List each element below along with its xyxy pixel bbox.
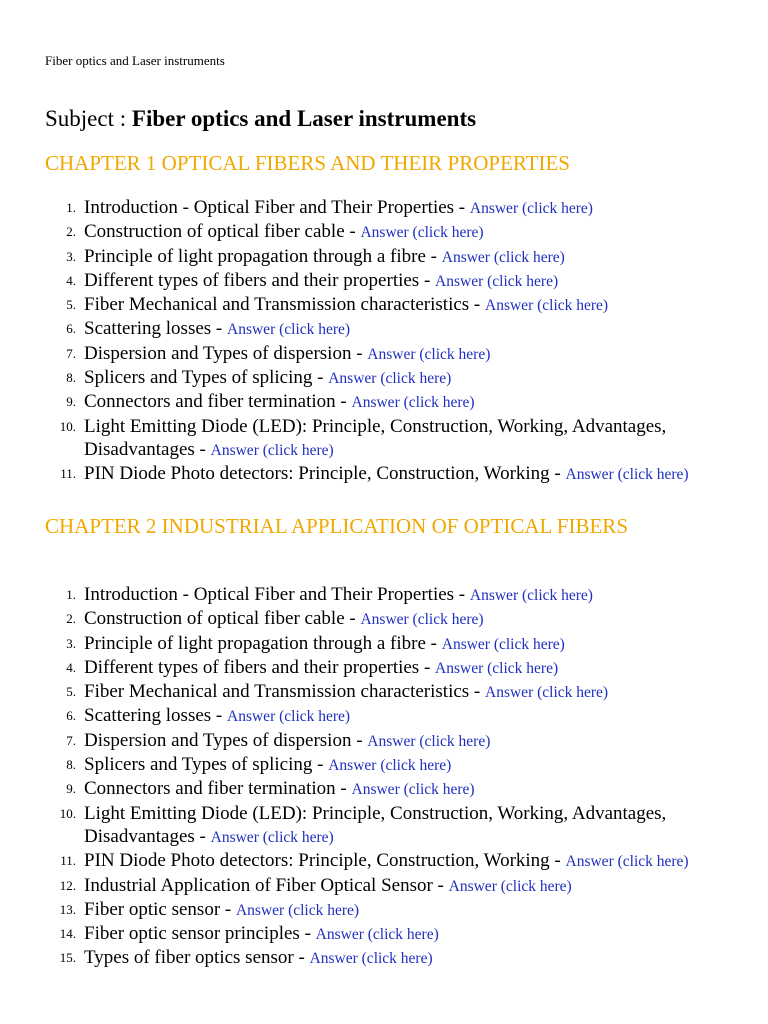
item-text: Different types of fibers and their properties - bbox=[84, 269, 436, 291]
item-number: 6. bbox=[66, 321, 76, 337]
item-text: PIN Diode Photo detectors: Principle, Construction, Working - bbox=[84, 463, 566, 485]
answer-link[interactable]: Answer (click here) bbox=[367, 345, 491, 363]
running-header: Fiber optics and Laser instruments bbox=[45, 53, 225, 68]
list-item bbox=[45, 415, 705, 463]
item-text: Connectors and fiber termination - bbox=[84, 778, 352, 800]
answer-link[interactable]: Answer (click here) bbox=[227, 708, 351, 726]
item-text: Dispersion and Types of dispersion - bbox=[84, 342, 368, 364]
item-number: 7. bbox=[66, 345, 76, 361]
item-number: 15. bbox=[59, 950, 76, 966]
item-text: Introduction - Optical Fiber and Their Properties - bbox=[84, 197, 470, 218]
answer-link[interactable]: Answer (click here) bbox=[351, 394, 475, 412]
answer-link[interactable]: Answer (click here) bbox=[360, 611, 484, 629]
list-item bbox=[45, 874, 705, 898]
answer-link[interactable]: Answer (click here) bbox=[485, 684, 609, 702]
item-number: 8. bbox=[66, 370, 76, 386]
answer-link[interactable]: Answer (click here) bbox=[235, 901, 360, 919]
item-number: 10. bbox=[59, 418, 76, 434]
answer-link[interactable]: Answer (click here) bbox=[435, 659, 559, 677]
list-item bbox=[45, 946, 705, 970]
item-number: 7. bbox=[66, 732, 76, 748]
list-item bbox=[45, 607, 705, 631]
item-number: 10. bbox=[59, 805, 76, 821]
list-item bbox=[45, 656, 705, 680]
item-number: 12. bbox=[59, 877, 76, 893]
item-text: Principle of light propagation through a fibre - bbox=[84, 245, 442, 267]
chapter-2-list bbox=[45, 583, 705, 971]
item-number: 5. bbox=[66, 297, 76, 313]
list-item bbox=[45, 802, 705, 850]
item-number: 14. bbox=[59, 926, 76, 942]
answer-link[interactable]: Answer (click here) bbox=[435, 272, 559, 290]
item-number: 4. bbox=[66, 272, 76, 288]
answer-link[interactable]: Answer (click here) bbox=[485, 297, 609, 315]
answer-link[interactable]: Answer (click here) bbox=[367, 732, 491, 750]
item-text: Fiber Mechanical and Transmission characteristics - bbox=[84, 294, 486, 316]
item-text: Light Emitting Diode (LED): Principle, Construction, Working, Advantages, Disadvantages - bbox=[84, 415, 667, 460]
list-item bbox=[45, 462, 705, 486]
list-item bbox=[45, 729, 705, 753]
item-text: Fiber Mechanical and Transmission characteristics - bbox=[84, 681, 486, 703]
item-number: 11. bbox=[60, 853, 76, 869]
list-item bbox=[45, 680, 705, 704]
item-text: Splicers and Types of splicing - bbox=[84, 367, 329, 389]
item-text: Connectors and fiber termination - bbox=[84, 391, 352, 413]
item-text: Industrial Application of Fiber Optical Sensor - bbox=[84, 874, 449, 896]
list-item bbox=[45, 245, 705, 269]
chapter-1-heading: CHAPTER 1 OPTICAL FIBERS AND THEIR PROPERTIES bbox=[45, 151, 570, 175]
item-text: PIN Diode Photo detectors: Principle, Construction, Working - bbox=[84, 850, 566, 872]
answer-link[interactable]: Answer (click here) bbox=[210, 828, 334, 846]
item-number: 1. bbox=[66, 587, 76, 602]
list-item bbox=[45, 704, 705, 728]
item-text: Principle of light propagation through a fibre - bbox=[84, 632, 442, 654]
list-item bbox=[45, 366, 705, 390]
list-item bbox=[45, 293, 705, 317]
item-text: Different types of fibers and their properties - bbox=[84, 656, 436, 678]
item-number: 9. bbox=[66, 781, 76, 797]
answer-link[interactable]: Answer (click here) bbox=[469, 200, 593, 217]
item-text: Scattering losses - bbox=[84, 318, 228, 340]
list-item bbox=[45, 269, 705, 293]
answer-link[interactable]: Answer (click here) bbox=[565, 853, 689, 871]
answer-link[interactable]: Answer (click here) bbox=[441, 248, 565, 266]
list-item bbox=[45, 583, 705, 607]
answer-link[interactable]: Answer (click here) bbox=[210, 441, 334, 459]
item-text: Introduction - Optical Fiber and Their Properties - bbox=[84, 584, 470, 605]
item-number: 3. bbox=[66, 248, 76, 264]
item-text: Scattering losses - bbox=[84, 705, 228, 727]
answer-link[interactable]: Answer (click here) bbox=[360, 224, 484, 242]
list-item bbox=[45, 632, 705, 656]
item-text: Types of fiber optics sensor - bbox=[84, 947, 310, 969]
item-number: 2. bbox=[66, 224, 76, 240]
subject-title: Fiber optics and Laser instruments bbox=[131, 106, 477, 131]
item-number: 3. bbox=[66, 635, 76, 651]
item-number: 4. bbox=[66, 659, 76, 675]
answer-link[interactable]: Answer (click here) bbox=[565, 466, 689, 484]
item-text: Light Emitting Diode (LED): Principle, Construction, Working, Advantages, Disadvantages - bbox=[84, 802, 667, 847]
item-text: Construction of optical fiber cable - bbox=[84, 608, 361, 630]
item-number: 13. bbox=[59, 901, 76, 917]
page-title bbox=[45, 106, 476, 132]
answer-link[interactable]: Answer (click here) bbox=[309, 950, 433, 968]
list-item bbox=[45, 390, 705, 414]
item-text: Fiber optic sensor - bbox=[84, 898, 236, 920]
answer-link[interactable]: Answer (click here) bbox=[351, 781, 475, 799]
answer-link[interactable]: Answer (click here) bbox=[328, 757, 452, 775]
list-item bbox=[45, 922, 705, 946]
item-text: Dispersion and Types of dispersion - bbox=[84, 729, 368, 751]
list-item bbox=[45, 196, 705, 220]
list-item bbox=[45, 849, 705, 873]
subject-label: Subject : bbox=[45, 106, 132, 131]
item-number: 8. bbox=[66, 757, 76, 773]
item-number: 11. bbox=[60, 466, 76, 482]
item-number: 1. bbox=[66, 200, 76, 215]
item-number: 6. bbox=[66, 708, 76, 724]
list-item bbox=[45, 342, 705, 366]
answer-link[interactable]: Answer (click here) bbox=[227, 321, 351, 339]
answer-link[interactable]: Answer (click here) bbox=[469, 587, 593, 604]
answer-link[interactable]: Answer (click here) bbox=[315, 926, 439, 944]
list-item bbox=[45, 898, 705, 922]
list-item bbox=[45, 220, 705, 244]
item-text: Fiber optic sensor principles - bbox=[84, 923, 316, 945]
item-number: 5. bbox=[66, 684, 76, 700]
item-number: 9. bbox=[66, 394, 76, 410]
item-number: 2. bbox=[66, 611, 76, 627]
list-item bbox=[45, 777, 705, 801]
item-text: Construction of optical fiber cable - bbox=[84, 221, 361, 243]
chapter-2-heading: CHAPTER 2 INDUSTRIAL APPLICATION OF OPTICAL FIBERS bbox=[45, 514, 628, 538]
item-text: Splicers and Types of splicing - bbox=[84, 754, 329, 776]
answer-link[interactable]: Answer (click here) bbox=[448, 877, 572, 895]
chapter-1-list bbox=[45, 196, 705, 487]
answer-link[interactable]: Answer (click here) bbox=[441, 635, 565, 653]
list-item bbox=[45, 317, 705, 341]
answer-link[interactable]: Answer (click here) bbox=[328, 370, 452, 388]
list-item bbox=[45, 753, 705, 777]
